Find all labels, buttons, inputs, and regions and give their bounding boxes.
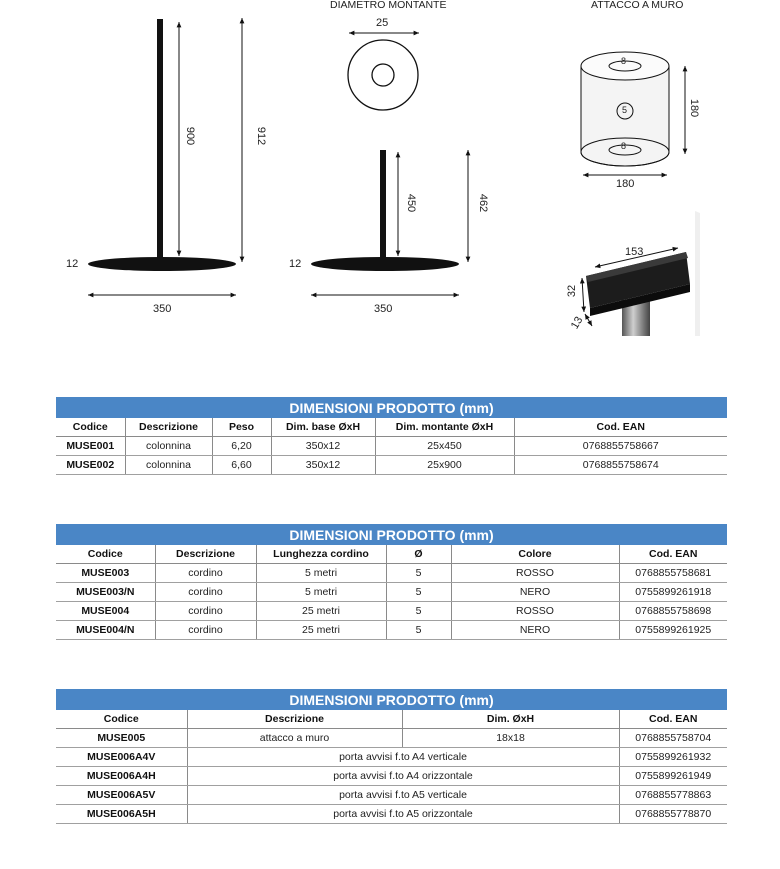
table-row [56,437,727,456]
tall-base-width: 350 [153,303,172,315]
wall-mount-drawing [581,52,685,175]
cell-descrizione: cordino [155,602,256,621]
col-diametro: Ø [386,545,451,564]
cell-ean: 0768855758674 [514,456,727,475]
col-codice: Codice [56,545,155,564]
col-ean: Cod. EAN [619,710,727,729]
cell-ean: 0768855778870 [619,805,727,824]
short-stand-drawing [311,150,468,295]
short-base-thickness: 12 [289,258,302,270]
cell-codice: MUSE006A4H [56,767,187,786]
cell-colore: NERO [451,583,619,602]
cell-descrizione: attacco a muro [187,729,402,748]
cell-codice: MUSE006A5H [56,805,187,824]
cell-diametro: 5 [386,621,451,640]
diameter-value: 25 [376,17,389,29]
table-row [56,583,727,602]
product-table-2 [56,524,727,640]
tall-stand-base [88,257,236,271]
diameter-title: DIAMETRO MONTANTE [330,0,447,11]
cell-ean: 0755899261925 [619,621,727,640]
table-title: DIMENSIONI PRODOTTO (mm) [56,524,727,545]
cell-codice: MUSE001 [56,437,125,456]
cell-descrizione: cordino [155,564,256,583]
short-stand-base [311,257,459,271]
cell-descrizione: colonnina [125,437,212,456]
col-lunghezza: Lunghezza cordino [256,545,386,564]
post-section-inner [372,64,394,86]
cell-descrizione: colonnina [125,456,212,475]
cell-descrizione: cordino [155,583,256,602]
short-post-height: 450 [405,193,418,213]
bracket-depth: 13 [568,314,586,332]
table-row [56,729,727,748]
wall-mount-title: ATTACCO A MURO [591,0,684,11]
tall-total-height: 912 [255,126,268,146]
cell-peso: 6,20 [212,437,271,456]
cell-peso: 6,60 [212,456,271,475]
col-ean: Cod. EAN [619,545,727,564]
cell-codice: MUSE005 [56,729,187,748]
table-row [56,456,727,475]
cell-ean: 0768855778863 [619,786,727,805]
cell-dim-montante: 25x450 [375,437,514,456]
cell-descrizione: porta avvisi f.to A4 verticale [187,748,619,767]
table-row [56,805,727,824]
table-row [56,602,727,621]
cell-dim-montante: 25x900 [375,456,514,475]
cell-ean: 0755899261932 [619,748,727,767]
wall-hole-top: 8 [621,56,627,66]
cell-ean: 0768855758681 [619,564,727,583]
table-row [56,767,727,786]
bracket-height: 32 [566,284,579,298]
cell-ean: 0768855758704 [619,729,727,748]
cell-colore: ROSSO [451,602,619,621]
cell-codice: MUSE004/N [56,621,155,640]
wall-mount-height: 180 [688,98,701,118]
cell-ean: 0768855758698 [619,602,727,621]
cell-ean: 0755899261949 [619,767,727,786]
cell-diametro: 5 [386,602,451,621]
col-codice: Codice [56,710,187,729]
short-stand-post [380,150,386,262]
col-descrizione: Descrizione [125,418,212,437]
cell-dim: 18x18 [402,729,619,748]
cell-codice: MUSE006A4V [56,748,187,767]
short-total-height: 462 [477,193,490,213]
cell-descrizione: cordino [155,621,256,640]
table-title: DIMENSIONI PRODOTTO (mm) [56,397,727,418]
diameter-drawing [348,33,419,110]
col-descrizione: Descrizione [187,710,402,729]
tall-stand-drawing [88,18,242,295]
wall-hole-mid: 5 [622,105,628,115]
table-row [56,564,727,583]
cell-codice: MUSE003 [56,564,155,583]
col-ean: Cod. EAN [514,418,727,437]
short-base-width: 350 [374,303,393,315]
cell-lunghezza: 25 metri [256,602,386,621]
cell-descrizione: porta avvisi f.to A5 verticale [187,786,619,805]
cell-dim-base: 350x12 [271,437,375,456]
cell-descrizione: porta avvisi f.to A5 orizzontale [187,805,619,824]
technical-drawing [0,0,780,345]
cell-lunghezza: 25 metri [256,621,386,640]
table-title: DIMENSIONI PRODOTTO (mm) [56,689,727,710]
tall-base-thickness: 12 [66,258,79,270]
cell-codice: MUSE002 [56,456,125,475]
cell-colore: NERO [451,621,619,640]
bracket-drawing [582,211,700,336]
cell-ean: 0768855758667 [514,437,727,456]
tall-stand-post [157,19,163,263]
col-dim-base: Dim. base ØxH [271,418,375,437]
cell-diametro: 5 [386,583,451,602]
col-dim: Dim. ØxH [402,710,619,729]
cell-lunghezza: 5 metri [256,583,386,602]
tall-post-height: 900 [184,126,197,146]
product-table-1 [56,397,727,475]
wall-mount-width: 180 [616,178,635,190]
cell-dim-base: 350x12 [271,456,375,475]
cell-diametro: 5 [386,564,451,583]
wall-hole-bottom: 8 [621,141,627,151]
col-peso: Peso [212,418,271,437]
col-codice: Codice [56,418,125,437]
cell-colore: ROSSO [451,564,619,583]
table-row [56,748,727,767]
cell-codice: MUSE003/N [56,583,155,602]
bracket-length: 153 [625,246,644,258]
cell-ean: 0755899261918 [619,583,727,602]
table-row [56,621,727,640]
col-descrizione: Descrizione [155,545,256,564]
cell-lunghezza: 5 metri [256,564,386,583]
cell-codice: MUSE004 [56,602,155,621]
col-dim-montante: Dim. montante ØxH [375,418,514,437]
table-row [56,786,727,805]
cell-descrizione: porta avvisi f.to A4 orizzontale [187,767,619,786]
product-table-3 [56,689,727,824]
cell-codice: MUSE006A5V [56,786,187,805]
col-colore: Colore [451,545,619,564]
